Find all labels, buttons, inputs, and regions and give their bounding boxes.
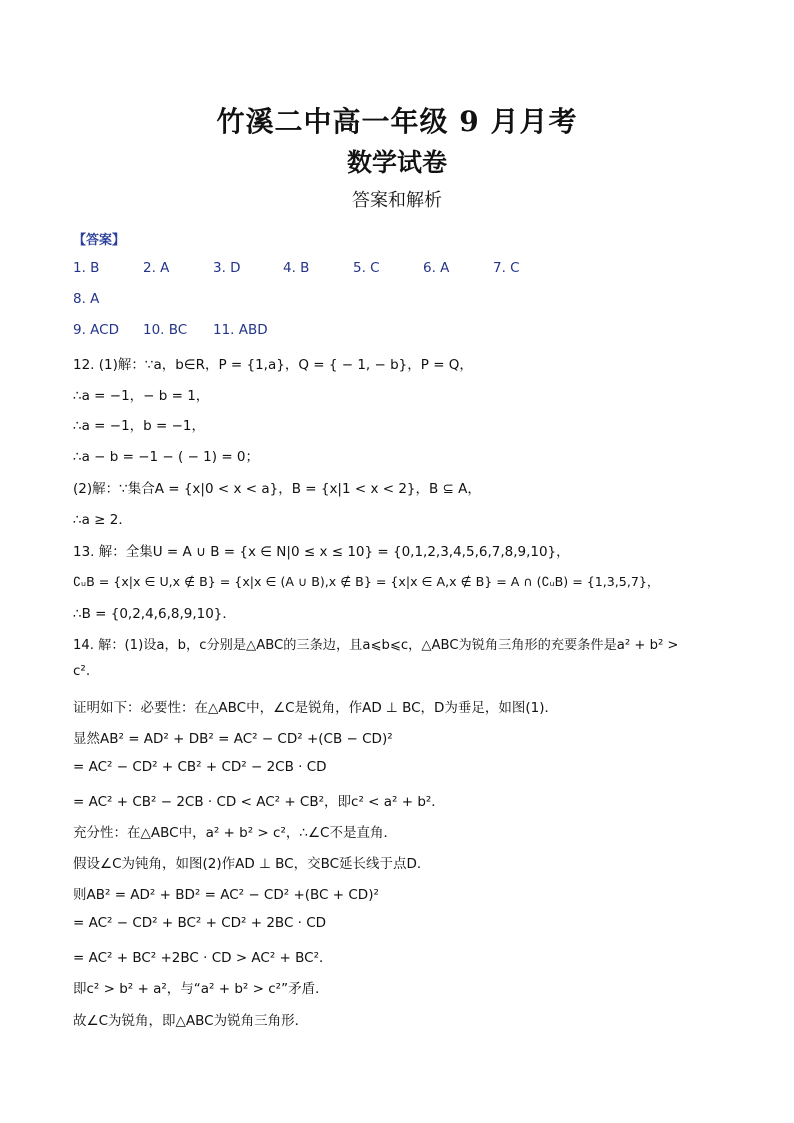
solution-line: 13. 解：全集U = A ∪ B = {x ∈ N|0 ≤ x ≤ 10} = {0,1,2,3,4,5,6,7,8,9,10}， (73, 544, 570, 560)
solution-line: ∴a = −1，b = −1， (73, 418, 206, 434)
solution-line: 故∠C为锐角，即△ABC为锐角三角形． (73, 1013, 309, 1029)
solution-line: ∁ᵤB = {x|x ∈ U,x ∉ B} = {x|x ∈ (A ∪ B),x ∉ B} = {x|x ∈ A,x ∉ B} = A ∩ (∁ᵤB) = {1,3,5,7}， (73, 574, 660, 589)
answer-item: 11. ABD (213, 322, 268, 338)
solution-line: = AC² − CD² + BC² + CD² + 2BC · CD (73, 915, 327, 931)
solution-line: ∴a = −1，− b = 1， (73, 388, 210, 404)
solution-line: 则AB² = AD² + BD² = AC² − CD² +(BC + CD)² (73, 887, 379, 903)
solution-line: 假设∠C为钝角，如图(2)作AD ⊥ BC，交BC延长线于点D． (73, 856, 431, 872)
answers-row-3 (73, 322, 268, 338)
answer-item: 1. B (73, 260, 100, 276)
answers-row-2: 8. A (73, 291, 100, 307)
answers-row-1 (73, 260, 563, 276)
solution-line: c². (73, 663, 91, 679)
solution-line: ∴a − b = −1 − ( − 1) = 0； (73, 449, 260, 465)
section-heading: 答案和解析 (352, 190, 442, 211)
answer-item: 5. C (353, 260, 380, 276)
answer-item: 10. BC (143, 322, 188, 338)
solution-line: = AC² − CD² + CB² + CD² − 2CB · CD (73, 759, 327, 775)
answer-item: 6. A (423, 260, 450, 276)
solution-line: 证明如下：必要性：在△ABC中，∠C是锐角，作AD ⊥ BC，D为垂足，如图(1)． (73, 700, 559, 716)
answer-item: 4. B (283, 260, 310, 276)
solution-line: ∴B = {0,2,4,6,8,9,10}． (73, 606, 236, 622)
solution-line: ∴a ≥ 2． (73, 512, 132, 528)
answer-item: 3. D (213, 260, 241, 276)
answer-item: 9. ACD (73, 322, 119, 338)
solution-line: = AC² + CB² − 2CB · CD < AC² + CB²，即c² < a² + b²． (73, 794, 445, 810)
solution-line: 12. (1)解：∵a，b∈R，P = {1,a}，Q = { − 1, − b}，P = Q， (73, 357, 473, 373)
exam-subtitle: 数学试卷 (346, 148, 447, 177)
solution-line: = AC² + BC² +2BC · CD > AC² + BC²． (73, 950, 333, 966)
solution-line: (2)解：∵集合A = {x|0 < x < a}，B = {x|1 < x < 2}，B ⊆ A， (73, 481, 481, 497)
solution-line: 充分性：在△ABC中，a² + b² > c²，∴∠C不是直角． (73, 825, 397, 841)
answer-item: 7. C (493, 260, 520, 276)
solution-line: 14. 解：(1)设a，b，c分别是△ABC的三条边，且a⩽b⩽c，△ABC为锐角三角形的充要条件是a² + b² > (73, 638, 679, 653)
solution-line: 显然AB² = AD² + DB² = AC² − CD² +(CB − CD)² (73, 731, 393, 747)
answer-item: 2. A (143, 260, 170, 276)
answer-tag: 【答案】 (73, 233, 126, 248)
exam-title: 竹溪二中高一年级 9 月月考 (216, 105, 578, 138)
solution-line: 即c² > b² + a²，与“a² + b² > c²”矛盾． (73, 981, 329, 997)
